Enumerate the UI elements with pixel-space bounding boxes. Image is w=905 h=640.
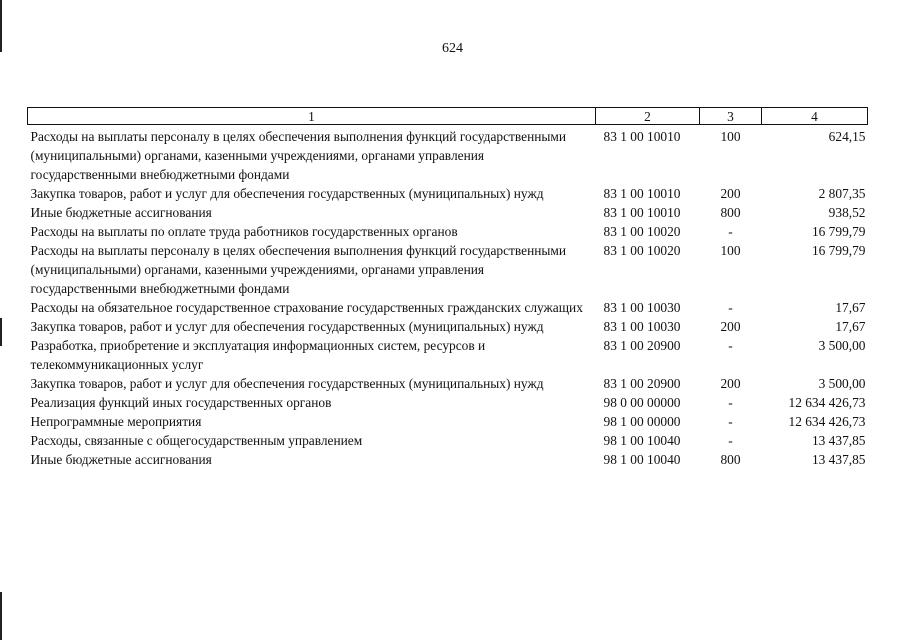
expense-type: 200: [720, 186, 741, 201]
table-row: [28, 374, 868, 393]
expense-name: Непрограммные мероприятия: [30, 414, 202, 429]
target-code: 98 1 00 10040: [603, 452, 681, 467]
table-row: [28, 450, 868, 469]
expense-name: Расходы на выплаты персоналу в целях обеспечения выполнения функций государственными (муниципальными) органами, казенными учреждениями, органами управления государственными внебюджетными фондами: [30, 129, 567, 182]
target-code: 83 1 00 10030: [603, 300, 681, 315]
expense-name: Реализация функций иных государственных органов: [30, 395, 332, 410]
expense-name: Закупка товаров, работ и услуг для обеспечения государственных (муниципальных) нужд: [30, 186, 544, 201]
expense-type: 200: [720, 319, 741, 334]
expense-name: Разработка, приобретение и эксплуатация информационных систем, ресурсов и телекоммуникационных услуг: [30, 338, 486, 372]
scan-edge-mark: [0, 318, 2, 346]
expense-name: Расходы на обязательное государственное страхование государственных гражданских служащих: [30, 300, 583, 315]
target-code: 83 1 00 10010: [603, 129, 681, 144]
table-header-row: [28, 108, 868, 125]
expense-type: 100: [720, 129, 741, 144]
budget-table: [27, 107, 868, 469]
expense-name: Расходы на выплаты по оплате труда работников государственных органов: [30, 224, 458, 239]
expense-type: -: [728, 224, 733, 239]
amount: 12 634 426,73: [788, 395, 866, 410]
expense-type: 800: [720, 452, 741, 467]
amount: 13 437,85: [811, 452, 866, 467]
amount: 17,67: [835, 300, 866, 315]
target-code: 83 1 00 20900: [603, 338, 681, 353]
amount: 12 634 426,73: [788, 414, 866, 429]
table-row: [28, 336, 868, 374]
expense-type: -: [728, 300, 733, 315]
expense-name: Закупка товаров, работ и услуг для обеспечения государственных (муниципальных) нужд: [30, 319, 544, 334]
target-code: 98 0 00 00000: [603, 395, 681, 410]
amount: 3 500,00: [818, 376, 866, 391]
amount: 2 807,35: [818, 186, 866, 201]
table-row: [28, 203, 868, 222]
expense-type: -: [728, 414, 733, 429]
column-header: 3: [700, 108, 762, 125]
expense-name: Расходы, связанные с общегосударственным управлением: [30, 433, 363, 448]
table-row: [28, 317, 868, 336]
target-code: 83 1 00 10020: [603, 243, 681, 258]
target-code: 98 1 00 00000: [603, 414, 681, 429]
expense-name: Иные бюджетные ассигнования: [30, 452, 212, 467]
table-row: [28, 298, 868, 317]
expense-type: -: [728, 338, 733, 353]
target-code: 98 1 00 10040: [603, 433, 681, 448]
expense-name: Закупка товаров, работ и услуг для обеспечения государственных (муниципальных) нужд: [30, 376, 544, 391]
expense-type: 800: [720, 205, 741, 220]
amount: 938,52: [828, 205, 866, 220]
amount: 624,15: [828, 129, 866, 144]
expense-name: Расходы на выплаты персоналу в целях обеспечения выполнения функций государственными (муниципальными) органами, казенными учреждениями, органами управления государственными внебюджетными фондами: [30, 243, 567, 296]
amount: 17,67: [835, 319, 866, 334]
table-row: [28, 184, 868, 203]
table-row: [28, 125, 868, 185]
expense-type: 200: [720, 376, 741, 391]
amount: 16 799,79: [811, 243, 866, 258]
target-code: 83 1 00 10020: [603, 224, 681, 239]
column-header: 4: [762, 108, 868, 125]
target-code: 83 1 00 20900: [603, 376, 681, 391]
table-row: [28, 393, 868, 412]
amount: 3 500,00: [818, 338, 866, 353]
amount: 16 799,79: [811, 224, 866, 239]
table-row: [28, 431, 868, 450]
amount: 13 437,85: [811, 433, 866, 448]
target-code: 83 1 00 10030: [603, 319, 681, 334]
expense-type: 100: [720, 243, 741, 258]
expense-type: -: [728, 433, 733, 448]
column-header: 2: [596, 108, 700, 125]
column-header: 1: [28, 108, 596, 125]
expense-type: -: [728, 395, 733, 410]
expense-name: Иные бюджетные ассигнования: [30, 205, 212, 220]
table-row: [28, 412, 868, 431]
target-code: 83 1 00 10010: [603, 186, 681, 201]
page-number: 624: [442, 41, 463, 56]
table-row: [28, 222, 868, 241]
target-code: 83 1 00 10010: [603, 205, 681, 220]
table-row: [28, 241, 868, 298]
scan-edge-mark: [0, 592, 2, 640]
